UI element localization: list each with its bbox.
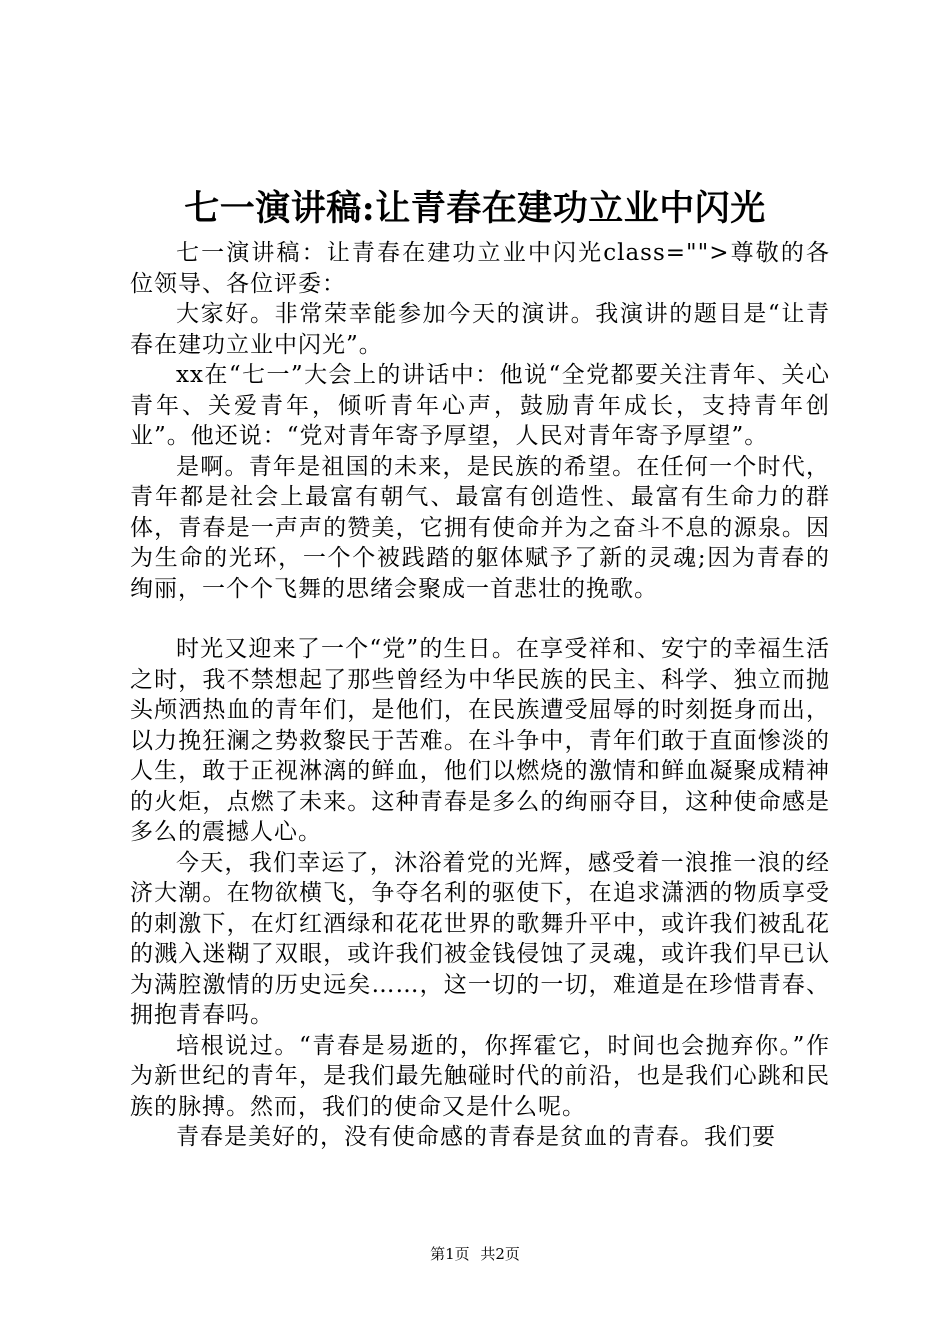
paragraph: 时光又迎来了一个“党”的生日。在享受祥和、安宁的幸福生活之时，我不禁想起了那些曾经为中华民族的民主、科学、独立而抛头颅洒热血的青年们，是他们，在民族遭受屈辱的时刻挺身而出，以力挽狂澜之势救黎民于苦难。在斗争中，青年们敢于直面惨淡的人生，敢于正视淋漓的鲜血，他们以燃烧的激情和鲜血凝聚成精神的火炬，点燃了未来。这种青春是多么的绚丽夺目，这种使命感是多么的震撼人心。 — [130, 636, 830, 845]
page-number: 第1页 — [430, 1245, 470, 1263]
document-title: 七一演讲稿:让青春在建功立业中闪光 — [184, 188, 766, 229]
paragraph: 是啊。青年是祖国的未来，是民族的希望。在任何一个时代，青年都是社会上最富有朝气、最富有创造性、最富有生命力的群体，青春是一声声的赞美，它拥有使命并为之奋斗不息的源泉。因为生命的光环，一个个被践踏的躯体赋予了新的灵魂;因为青春的绚丽，一个个飞舞的思绪会聚成一首悲壮的挽歌。 — [130, 453, 830, 602]
document-body — [130, 238, 830, 1153]
paragraph: 今天，我们幸运了，沐浴着党的光辉，感受着一浪推一浪的经济大潮。在物欲横飞，争夺名利的驱使下，在追求潇洒的物质享受的刺激下，在灯红酒绿和花花世界的歌舞升平中，或许我们被乱花的溅入迷糊了双眼，或许我们被金钱侵蚀了灵魂，或许我们早已认为满腔激情的历史远矣……，这一切的一切，难道是在珍惜青春、拥抱青春吗。 — [130, 849, 830, 1028]
paragraph: xx在“七一”大会上的讲话中：他说“全党都要关注青年、关心青年、关爱青年，倾听青年心声，鼓励青年成长，支持青年创业”。他还说：“党对青年寄予厚望，人民对青年寄予厚望”。 — [130, 362, 830, 449]
page-total: 共2页 — [480, 1245, 520, 1263]
page-footer — [0, 1244, 950, 1264]
paragraph: 培根说过。“青春是易逝的，你挥霍它，时间也会抛弃你。”作为新世纪的青年，是我们最先触碰时代的前沿，也是我们心跳和民族的脉搏。然而，我们的使命又是什么呢。 — [130, 1032, 830, 1120]
paragraph: 青春是美好的，没有使命感的青春是贫血的青春。我们要 — [176, 1124, 776, 1150]
paragraph: 七一演讲稿：让青春在建功立业中闪光class="">尊敬的各位领导、各位评委： — [130, 240, 830, 297]
paragraph: 大家好。非常荣幸能参加今天的演讲。我演讲的题目是“让青春在建功立业中闪光”。 — [130, 301, 830, 358]
